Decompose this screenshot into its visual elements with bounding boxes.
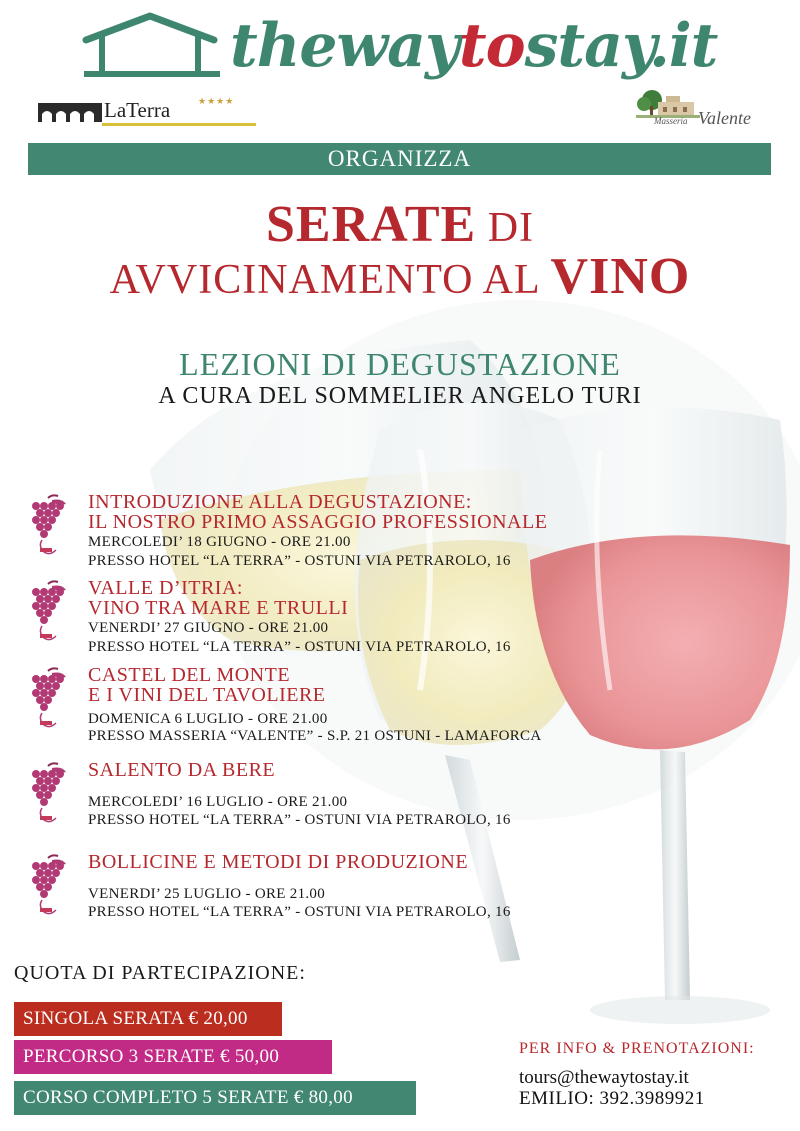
event-title-line1: SALENTO DA BERE bbox=[88, 759, 276, 781]
event-title-line2: IL NOSTRO PRIMO ASSAGGIO PROFESSIONALE bbox=[88, 511, 548, 533]
subtitle-sommelier: A CURA DEL SOMMELIER ANGELO TURI bbox=[158, 383, 642, 409]
laterra-logo bbox=[38, 96, 235, 126]
grape-bunch-icon bbox=[28, 762, 70, 826]
grape-bunch-icon bbox=[28, 854, 70, 918]
masseria-valente-logo bbox=[636, 88, 766, 132]
laterra-name: LaTerra bbox=[104, 98, 171, 122]
event-place: PRESSO HOTEL “LA TERRA” - OSTUNI VIA PETRAROLO, 16 bbox=[88, 904, 511, 920]
brand-wordmark-part3: stay.it bbox=[524, 11, 718, 81]
masseria-label: Masseria bbox=[654, 116, 688, 126]
organizza-banner bbox=[28, 143, 771, 175]
event-date: VENERDI’ 27 GIUGNO - ORE 21.00 bbox=[88, 620, 329, 636]
event-place: PRESSO HOTEL “LA TERRA” - OSTUNI VIA PETRAROLO, 16 bbox=[88, 639, 511, 655]
info-label: PER INFO & PRENOTAZIONI: bbox=[519, 1040, 755, 1057]
laterra-stars: ★★★★ bbox=[198, 96, 235, 106]
event-place: PRESSO HOTEL “LA TERRA” - OSTUNI VIA PETRAROLO, 16 bbox=[88, 553, 511, 569]
price-single-evening: SINGOLA SERATA € 20,00 bbox=[14, 1002, 282, 1036]
title-avvicinamento: AVVICINAMENTO AL bbox=[109, 257, 551, 303]
title-di: DI bbox=[476, 205, 535, 251]
event-date: VENERDI’ 25 LUGLIO - ORE 21.00 bbox=[88, 886, 326, 902]
grape-bunch-icon bbox=[28, 580, 70, 644]
event-title-line1: CASTEL DEL MONTE bbox=[88, 664, 291, 686]
event-date: MERCOLEDI’ 18 GIUGNO - ORE 21.00 bbox=[88, 534, 351, 550]
event-title-line1: BOLLICINE E METODI DI PRODUZIONE bbox=[88, 851, 469, 873]
price-full-course: CORSO COMPLETO 5 SERATE € 80,00 bbox=[14, 1081, 416, 1115]
info-phone: EMILIO: 392.3989921 bbox=[519, 1088, 705, 1109]
valente-label: Valente bbox=[698, 108, 751, 128]
organizza-text: ORGANIZZA bbox=[327, 146, 472, 171]
title-serate: SERATE bbox=[265, 196, 477, 253]
house-outline-icon bbox=[80, 10, 220, 80]
info-email: tours@thewaytostay.it bbox=[519, 1067, 689, 1088]
event-title-line2: VINO TRA MARE E TRULLI bbox=[88, 597, 349, 619]
brand-wordmark bbox=[230, 10, 717, 82]
arches-icon bbox=[38, 100, 102, 124]
brand-logo bbox=[80, 8, 720, 88]
pricing-heading: QUOTA DI PARTECIPAZIONE: bbox=[14, 962, 306, 984]
subtitle-lezioni: LEZIONI DI DEGUSTAZIONE bbox=[179, 346, 621, 382]
grape-bunch-icon bbox=[28, 667, 70, 731]
brand-wordmark-part1: theway bbox=[230, 11, 459, 81]
title-vino: VINO bbox=[550, 248, 691, 305]
event-place: PRESSO HOTEL “LA TERRA” - OSTUNI VIA PETRAROLO, 16 bbox=[88, 812, 511, 828]
price-three-evenings: PERCORSO 3 SERATE € 50,00 bbox=[14, 1040, 332, 1074]
event-title-line2: E I VINI DEL TAVOLIERE bbox=[88, 684, 326, 706]
main-title-line2 bbox=[0, 248, 800, 318]
event-place: PRESSO MASSERIA “VALENTE” - S.P. 21 OSTUNI - LAMAFORCA bbox=[88, 728, 542, 744]
event-title-line1: VALLE D’ITRIA: bbox=[88, 577, 243, 599]
event-title-line1: INTRODUZIONE ALLA DEGUSTAZIONE: bbox=[88, 491, 472, 513]
laterra-underline bbox=[102, 123, 256, 126]
brand-wordmark-part2: to bbox=[458, 11, 525, 81]
event-date: MERCOLEDI’ 16 LUGLIO - ORE 21.00 bbox=[88, 794, 348, 810]
grape-bunch-icon bbox=[28, 494, 70, 558]
event-date: DOMENICA 6 LUGLIO - ORE 21.00 bbox=[88, 711, 328, 727]
